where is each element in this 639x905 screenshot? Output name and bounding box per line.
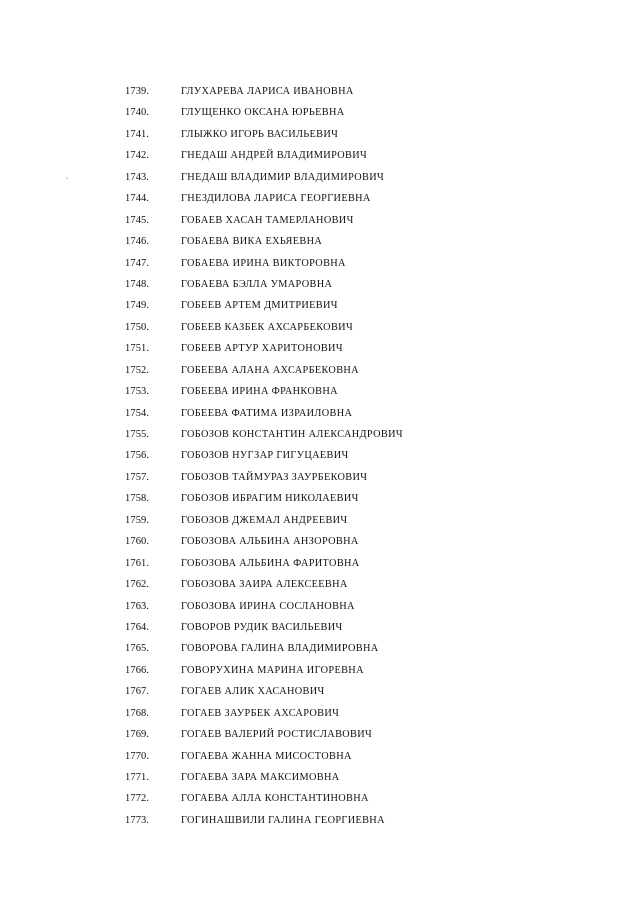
entry-number: 1767. (125, 686, 150, 698)
entry-number: 1765. (125, 643, 150, 655)
list-item (0, 167, 639, 188)
entry-name: ГОБОЗОВ ДЖЕМАЛ АНДРЕЕВИЧ (181, 514, 348, 526)
entry-name: ГЛУХАРЕВА ЛАРИСА ИВАНОВНА (181, 86, 354, 97)
entry-name: ГОГАЕВ ЗАУРБЕК АХСАРОВИЧ (181, 707, 340, 719)
entry-name: ГОБЕЕВ АРТЕМ ДМИТРИЕВИЧ (181, 300, 338, 312)
entry-number: 1744. (125, 193, 150, 205)
entry-number: 1754. (125, 407, 150, 419)
entry-number: 1739. (125, 86, 150, 97)
entry-number: 1764. (125, 621, 150, 633)
entry-name: ГЛЫЖКО ИГОРЬ ВАСИЛЬЕВИЧ (181, 128, 339, 140)
entry-number: 1753. (125, 386, 150, 398)
list-item (0, 810, 639, 831)
list-item (0, 124, 639, 145)
list-item (0, 424, 639, 445)
entry-name: ГОБЕЕВА ИРИНА ФРАНКОВНА (181, 386, 338, 398)
entry-number: 1763. (125, 600, 150, 612)
list-item (0, 746, 639, 767)
list-item (0, 295, 639, 316)
entry-name: ГОБЕЕВ КАЗБЕК АХСАРБЕКОВИЧ (181, 321, 353, 333)
entry-number: 1761. (125, 557, 150, 569)
entry-name: ГНЕЗДИЛОВА ЛАРИСА ГЕОРГИЕВНА (181, 193, 371, 205)
entry-name: ГОБАЕВА БЭЛЛА УМАРОВНА (181, 278, 333, 290)
list-item (0, 703, 639, 724)
entry-number: 1755. (125, 429, 150, 440)
entry-number: 1770. (125, 750, 150, 762)
entry-name: ГОБАЕВА ВИКА ЕХЬЯЕВНА (181, 236, 323, 248)
list-item (0, 145, 639, 166)
list-item (0, 231, 639, 252)
entry-name: ГОБЕЕВА АЛАНА АХСАРБЕКОВНА (181, 364, 359, 376)
entry-name: ГОБАЕВ ХАСАН ТАМЕРЛАНОВИЧ (181, 214, 354, 226)
list-item (0, 403, 639, 424)
entry-number: 1745. (125, 214, 150, 226)
list-item (0, 102, 639, 123)
entry-number: 1759. (125, 514, 150, 526)
entry-number: 1762. (125, 579, 150, 591)
entry-number: 1769. (125, 729, 150, 741)
list-item (0, 724, 639, 745)
list-item (0, 681, 639, 702)
name-list (0, 81, 639, 831)
list-item (0, 274, 639, 295)
entry-name: ГОГАЕВ ВАЛЕРИЙ РОСТИСЛАВОВИЧ (181, 729, 373, 741)
entry-number: 1766. (125, 664, 150, 676)
list-item (0, 467, 639, 488)
entry-number: 1740. (125, 107, 150, 119)
entry-name: ГОБОЗОВА ЗАИРА АЛЕКСЕЕВНА (181, 579, 348, 591)
entry-name: ГОБОЗОВА АЛЬБИНА АНЗОРОВНА (181, 536, 359, 548)
list-item (0, 553, 639, 574)
entry-number: 1756. (125, 450, 150, 462)
entry-name: ГОГАЕВА ЗАРА МАКСИМОВНА (181, 772, 340, 783)
entry-number: 1747. (125, 257, 150, 269)
entry-number: 1768. (125, 707, 150, 719)
entry-number: 1742. (125, 150, 150, 162)
entry-name: ГОБОЗОВА ИРИНА СОСЛАНОВНА (181, 600, 355, 612)
entry-number: 1757. (125, 471, 150, 483)
entry-name: ГОБЕЕВ АРТУР ХАРИТОНОВИЧ (181, 343, 343, 355)
list-item (0, 617, 639, 638)
list-item (0, 317, 639, 338)
list-item (0, 510, 639, 531)
list-item (0, 338, 639, 359)
entry-name: ГОБОЗОВА АЛЬБИНА ФАРИТОВНА (181, 557, 360, 569)
entry-number: 1760. (125, 536, 150, 548)
entry-name: ГОГАЕВА ЖАННА МИСОСТОВНА (181, 750, 352, 762)
entry-number: 1748. (125, 278, 150, 290)
list-item (0, 188, 639, 209)
list-item (0, 788, 639, 809)
list-item (0, 253, 639, 274)
list-item (0, 767, 639, 788)
list-item (0, 81, 639, 102)
entry-name: ГОВОРУХИНА МАРИНА ИГОРЕВНА (181, 664, 364, 676)
entry-name: ГОВОРОВ РУДИК ВАСИЛЬЕВИЧ (181, 621, 343, 633)
entry-name: ГОБАЕВА ИРИНА ВИКТОРОВНА (181, 257, 346, 269)
entry-number: 1772. (125, 793, 150, 805)
list-item (0, 660, 639, 681)
entry-name: ГЛУЩЕНКО ОКСАНА ЮРЬЕВНА (181, 107, 345, 119)
entry-name: ГНЕДАШ АНДРЕЙ ВЛАДИМИРОВИЧ (181, 150, 368, 162)
entry-name: ГОБОЗОВ НУГЗАР ГИГУЦАЕВИЧ (181, 450, 349, 462)
entry-number: 1752. (125, 364, 150, 376)
entry-number: 1758. (125, 493, 150, 505)
entry-name: ГОГАЕВА АЛЛА КОНСТАНТИНОВНА (181, 793, 369, 805)
entry-number: 1741. (125, 128, 150, 140)
entry-number: 1750. (125, 321, 150, 333)
entry-name: ГОБОЗОВ ИБРАГИМ НИКОЛАЕВИЧ (181, 493, 359, 505)
entry-number: 1771. (125, 772, 150, 783)
entry-number: 1749. (125, 300, 150, 312)
entry-name: ГНЕДАШ ВЛАДИМИР ВЛАДИМИРОВИЧ (181, 171, 385, 183)
entry-name: ГОГАЕВ АЛИК ХАСАНОВИЧ (181, 686, 325, 698)
entry-number: 1773. (125, 814, 150, 826)
list-item (0, 574, 639, 595)
entry-number: 1746. (125, 236, 150, 248)
entry-name: ГОБОЗОВ КОНСТАНТИН АЛЕКСАНДРОВИЧ (181, 429, 403, 440)
list-item (0, 531, 639, 552)
entry-name: ГОГИНАШВИЛИ ГАЛИНА ГЕОРГИЕВНА (181, 814, 385, 826)
list-item (0, 596, 639, 617)
list-item (0, 210, 639, 231)
list-item (0, 360, 639, 381)
list-item (0, 445, 639, 466)
list-item (0, 488, 639, 509)
entry-name: ГОБОЗОВ ТАЙМУРАЗ ЗАУРБЕКОВИЧ (181, 471, 368, 483)
list-item (0, 381, 639, 402)
list-item (0, 638, 639, 659)
entry-number: 1751. (125, 343, 150, 355)
entry-name: ГОБЕЕВА ФАТИМА ИЗРАИЛОВНА (181, 407, 353, 419)
entry-number: 1743. (125, 171, 150, 183)
entry-name: ГОВОРОВА ГАЛИНА ВЛАДИМИРОВНА (181, 643, 379, 655)
